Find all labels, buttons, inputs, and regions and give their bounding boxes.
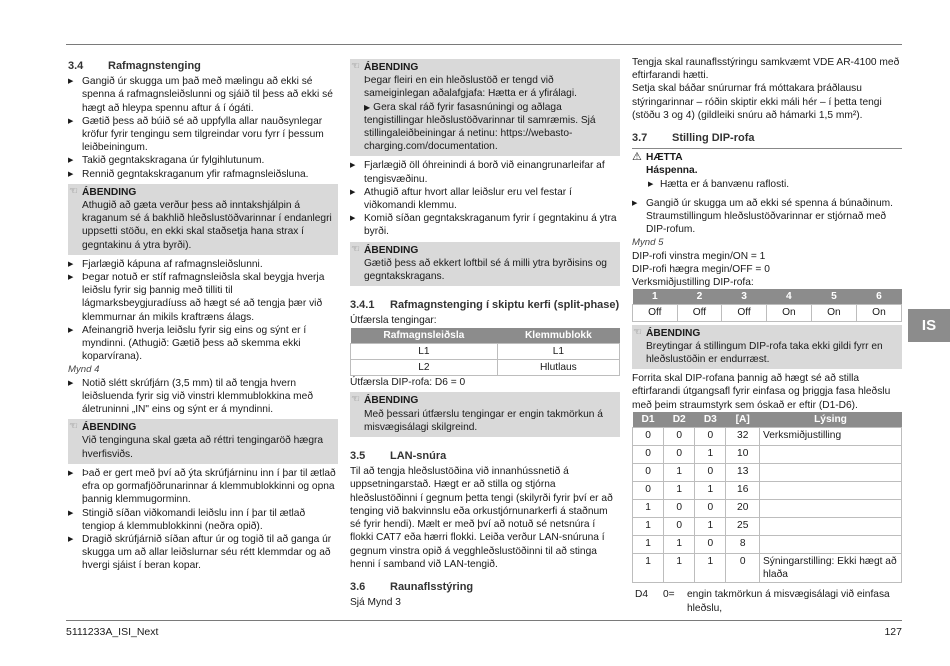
danger-item: ▶ Hætta er á banvænu raflosti.	[646, 178, 902, 191]
table-row	[633, 428, 902, 446]
table-header: Lýsing	[760, 412, 902, 428]
table-row	[633, 500, 902, 518]
table-cell: 0	[633, 464, 664, 482]
list-item: ▶ Rennið gegntakskraganum yfir rafmagnsleiðsluna.	[68, 168, 338, 181]
table-cell: On	[856, 305, 901, 321]
note-text: Þegar fleiri en ein hleðslustöð er tengd við sameiginlegan aðalafgjafa: Hætta er á yfirálagi.	[364, 75, 577, 100]
table-cell: Off	[633, 305, 678, 321]
d4-value: 0=	[663, 589, 675, 601]
table-cell: 16	[726, 482, 760, 500]
table-cell: 0	[726, 554, 760, 583]
note-text-2-content: Gera skal ráð fyrir fasasnúningi og aðlaga tengistillingar hleðslustöðvarinnar til samræmis. Sjá stillingaleiðbeiningar á netinu: https://webasto-charging.com/documentation.	[364, 101, 596, 153]
note-text: Breytingar á stillingum DIP-rofa taka ekki gildi fyrr en hleðslustöðin er endurræst.	[646, 340, 883, 366]
table-cell: 25	[726, 518, 760, 536]
bullet-list	[68, 467, 338, 573]
table-cell	[760, 446, 902, 464]
table-row	[633, 482, 902, 500]
pointing-hand-icon: ☜	[69, 185, 78, 197]
pointing-hand-icon: ☜	[69, 421, 78, 433]
table-cell: Off	[722, 305, 767, 321]
table-cell: 13	[726, 464, 760, 482]
paragraph: Tengja skal raunaflsstýringu samkvæmt VDE AR-4100 með eftirfarandi hætti.	[632, 57, 900, 82]
note-box	[68, 419, 338, 464]
table-cell: 0	[695, 428, 726, 446]
table-cell: 1	[633, 536, 664, 554]
paragraph: Setja skal báðar snúrurnar frá móttakara þráðlausu stýringarinnar – róðin skiptir ekki máli hér – í þetta tengi (stöðu 3 og 4) (gildleiki snúru að hámarki 1,5 mm²).	[632, 83, 882, 121]
bullet-list	[350, 159, 620, 238]
list-item: ▶ Athugið aftur hvort allar leiðslur eru vel festar í viðkomandi klemmu.	[350, 186, 620, 212]
note-box	[350, 242, 620, 287]
table-header: 6	[856, 289, 901, 305]
table-row	[633, 518, 902, 536]
table-cell: 1	[695, 446, 726, 464]
list-item: ▶ Takið gegntakskragana úr fylgihlutunum.	[68, 154, 338, 167]
list-item: ▶ Fjarlægið kápuna af rafmagnsleiðslunni.	[68, 258, 338, 271]
table-row	[351, 360, 620, 376]
column-1	[68, 56, 338, 573]
dip-right-label: DIP-rofi hægra megin/OFF = 0	[632, 263, 770, 275]
d4-text: engin takmörkun á misvægisálagi við einfasa hleðslu,	[687, 589, 890, 614]
table-cell: 8	[726, 536, 760, 554]
d4-key: D4	[635, 589, 649, 601]
note-title: ÁBENDING	[364, 244, 419, 256]
bullet-list	[68, 377, 338, 417]
table-cell: L1	[351, 343, 498, 359]
list-item: ▶ Það er gert með því að ýta skrúfjárninu inn í þar til ætlað efra op gormafjöðrunarinnar á klemmublokkinni og opna þannig klemmugorminn.	[68, 467, 338, 507]
table-row	[633, 305, 902, 321]
figure-ref: Mynd 5	[632, 237, 664, 249]
danger-box	[632, 148, 902, 194]
language-tab: IS	[908, 309, 950, 342]
note-title: ÁBENDING	[82, 186, 137, 198]
table-cell	[760, 518, 902, 536]
note-box	[350, 59, 620, 156]
list-item: ▶ Notið slétt skrúfjárn (3,5 mm) til að tengja hvern leiðsluenda fyrir sig við vinstri klemmublokkina með áletruninni „IN" eins og sýnt er á myndinni.	[68, 377, 338, 417]
factory-dip-table	[632, 289, 902, 321]
table-cell: Verksmiðjustilling	[760, 428, 902, 446]
table-cell: 1	[695, 482, 726, 500]
note-box	[68, 184, 338, 255]
warning-triangle-icon: ⚠	[632, 151, 642, 164]
bullet-list	[68, 258, 338, 364]
note-text: Gætið þess að ekkert loftbil sé á milli ytra byrðisins og gegntakskragans.	[364, 257, 607, 283]
table-header: 2	[677, 289, 722, 305]
note-box	[632, 325, 902, 370]
table-row	[351, 343, 620, 359]
list-item: ▶ Afeinangrið hverja leiðslu fyrir sig eins og sýnt er í myndinni. (Athugið: Gætið þess að skemma ekki koparvírana).	[68, 324, 338, 364]
table-header: Klemmublokk	[497, 328, 619, 344]
table-cell: 32	[726, 428, 760, 446]
list-item: ▶ Gætið þess að búið sé að uppfylla allar nauðsynlegar kröfur fyrir tengingu sem tilgreindar voru fyrr í þessum leiðbeiningum.	[68, 115, 338, 155]
table-row	[633, 446, 902, 464]
factory-setting-label: Verksmiðjustilling DIP-rofa:	[632, 277, 754, 289]
arrow-right-icon: ▶	[364, 102, 371, 112]
section-3-4-1-heading: 3.4.1 Rafmagnstenging í skiptu kerfi (split-phase)	[350, 299, 620, 312]
list-item: ▶ Gangið úr skugga um það með mælingu að ekki sé spenna á rafmagnsleiðslunni og sjáið til þess að ekki sé hægt að hleypa spennu aftur á í ógáti.	[68, 75, 338, 115]
table-cell: 0	[664, 446, 695, 464]
list-item: ▶ Komið síðan gegntakskraganum fyrir í gegntakinu á ytra byrði.	[350, 212, 620, 238]
table-header: D3	[695, 412, 726, 428]
dip-current-table	[632, 412, 902, 584]
pointing-hand-icon: ☜	[351, 243, 360, 255]
table-header: 5	[811, 289, 856, 305]
column-2	[350, 56, 620, 609]
table-header: D2	[664, 412, 695, 428]
note-title: ÁBENDING	[364, 395, 419, 407]
table-cell: L1	[497, 343, 619, 359]
table-cell	[760, 536, 902, 554]
table-cell: On	[766, 305, 811, 321]
note-box	[350, 392, 620, 437]
table-cell: 1	[695, 554, 726, 583]
table-cell: 1	[633, 518, 664, 536]
pointing-hand-icon: ☜	[351, 394, 360, 406]
pointing-hand-icon: ☜	[633, 326, 642, 338]
section-3-7-heading: 3.7 Stilling DIP-rofa	[632, 132, 755, 145]
d4-definition	[632, 587, 902, 615]
list-item: ▶ Fjarlægið öll óhreinindi á borð við einangrunarleifar af tengisvæðinu.	[350, 159, 620, 185]
note-text-2	[364, 101, 616, 154]
note-title: ÁBENDING	[646, 327, 701, 339]
table-row	[633, 464, 902, 482]
section-3-4-heading: 3.4 Rafmagnstenging	[68, 60, 201, 72]
dip-left-label: DIP-rofi vinstra megin/ON = 1	[632, 250, 766, 262]
table-cell: 20	[726, 500, 760, 518]
table-header: 1	[633, 289, 678, 305]
table-cell	[760, 500, 902, 518]
table-cell: 1	[695, 518, 726, 536]
connection-table	[350, 328, 620, 377]
list-item: ▶ Dragið skrúfjárnið síðan aftur úr og togið til að ganga úr skugga um að allar leiðslurnar séu rétt klemmdar og að hvergi sjáist í beran kopar.	[68, 533, 338, 573]
list-item: ▶ Gangið úr skugga um að ekki sé spenna á búnaðinum. Straumstillingum hleðslustöðvarinnar er stjórnað með DIP-rofum.	[632, 197, 902, 237]
note-text: Við tenginguna skal gæta að réttri tengingaröð hægra hverfisviðs.	[82, 435, 324, 460]
figure-reference: Sjá Mynd 3	[350, 597, 401, 609]
table-header: Rafmagnsleiðsla	[351, 328, 498, 344]
note-text: Athugið að gæta verður þess að inntakshjálpin á kraganum sé á bakhlið hleðslustöðvarinnar í endanlegri uppsetti stöðu, en ekki skal staðsetja hana strax í gegntakinu á ytra byrði).	[82, 200, 332, 251]
table-cell: 0	[695, 536, 726, 554]
bullet-list	[632, 197, 902, 237]
document-id: 5111233A_ISI_Next	[66, 626, 159, 638]
column-3	[632, 56, 902, 616]
table-cell: 1	[664, 536, 695, 554]
table-cell: 0	[664, 518, 695, 536]
table-cell: 0	[633, 428, 664, 446]
bullet-list	[68, 75, 338, 181]
figure-ref: Mynd 4	[68, 364, 100, 376]
table-cell: 1	[633, 554, 664, 583]
table-header: D1	[633, 412, 664, 428]
table-cell: 0	[695, 464, 726, 482]
table-cell: Sýningarstilling: Ekki hægt að hlaða	[760, 554, 902, 583]
table-header: 3	[722, 289, 767, 305]
table-header: [A]	[726, 412, 760, 428]
connection-label: Útfærsla tengingar:	[350, 315, 437, 327]
table-cell: 1	[633, 500, 664, 518]
note-title: ÁBENDING	[364, 62, 419, 73]
table-cell: 0	[664, 428, 695, 446]
dip-config-label: Útfærsla DIP-rofa: D6 = 0	[350, 377, 466, 389]
table-cell	[760, 482, 902, 500]
table-cell: 0	[695, 500, 726, 518]
lan-text: Til að tengja hleðslustöðina við innanhússnetið á uppsetningarstað. Hægt er að stilla og stjórna hleðslustöðinni í gegnum þetta tengi (skilyrði fyrir því er að tenging við bakvinnslu eða orkustjórnunarkerfi á staðnum sé fyrir hendi). Mælt er með því að notuð sé netsnúra í flokki CAT7 eða hærri flokki. Leiða verður LAN-snúruna í gegnum vinstra opið á vegghleðslustöðinni til að stinga henni í samband við LAN-tengið.	[350, 466, 613, 570]
table-cell: 1	[664, 554, 695, 583]
paragraph: Forrita skal DIP-rofana þannig að hægt sé að stilla eftirfarandi útgangsafl fyrir einfasa og þriggja fasa hleðslu með þeim straumstyrk sem óskað er eftir (D1-D6).	[632, 373, 891, 411]
table-cell: 0	[633, 482, 664, 500]
table-cell: L2	[351, 360, 498, 376]
table-cell: Off	[677, 305, 722, 321]
note-title: ÁBENDING	[82, 422, 137, 434]
note-text: Með þessari útfærslu tengingar er engin takmörkun á misvægisálagi skilgreind.	[364, 408, 603, 433]
pointing-hand-icon: ☜	[351, 61, 360, 72]
table-cell: 1	[664, 482, 695, 500]
table-row	[632, 587, 902, 615]
table-header: 4	[766, 289, 811, 305]
page-number: 127	[884, 626, 902, 638]
table-cell	[760, 464, 902, 482]
danger-subtitle: Háspenna.	[646, 165, 698, 177]
table-cell: 10	[726, 446, 760, 464]
danger-title: HÆTTA	[646, 152, 683, 164]
table-cell: Hlutlaus	[497, 360, 619, 376]
table-row	[633, 554, 902, 583]
list-item: ▶ Þegar notuð er stíf rafmagnsleiðsla skal beygja hverja leiðslu fyrir sig þannig með tilliti til lágmarksbeygjuradíuss að hægt sé að tengja þær við klemmurnar án mikils kraftræns álags.	[68, 271, 338, 324]
table-cell: 1	[664, 464, 695, 482]
list-item: ▶ Stingið síðan viðkomandi leiðslu inn í þar til ætlað tengiop á klemmublokkinni (neðra opið).	[68, 507, 338, 533]
top-rule	[66, 44, 902, 45]
table-cell: 0	[633, 446, 664, 464]
table-row	[633, 536, 902, 554]
section-3-6-heading: 3.6 Raunaflsstýring	[350, 580, 474, 593]
section-3-5-heading: 3.5 LAN-snúra	[350, 450, 447, 463]
table-cell: 0	[664, 500, 695, 518]
table-cell: On	[811, 305, 856, 321]
bottom-rule	[66, 620, 902, 621]
